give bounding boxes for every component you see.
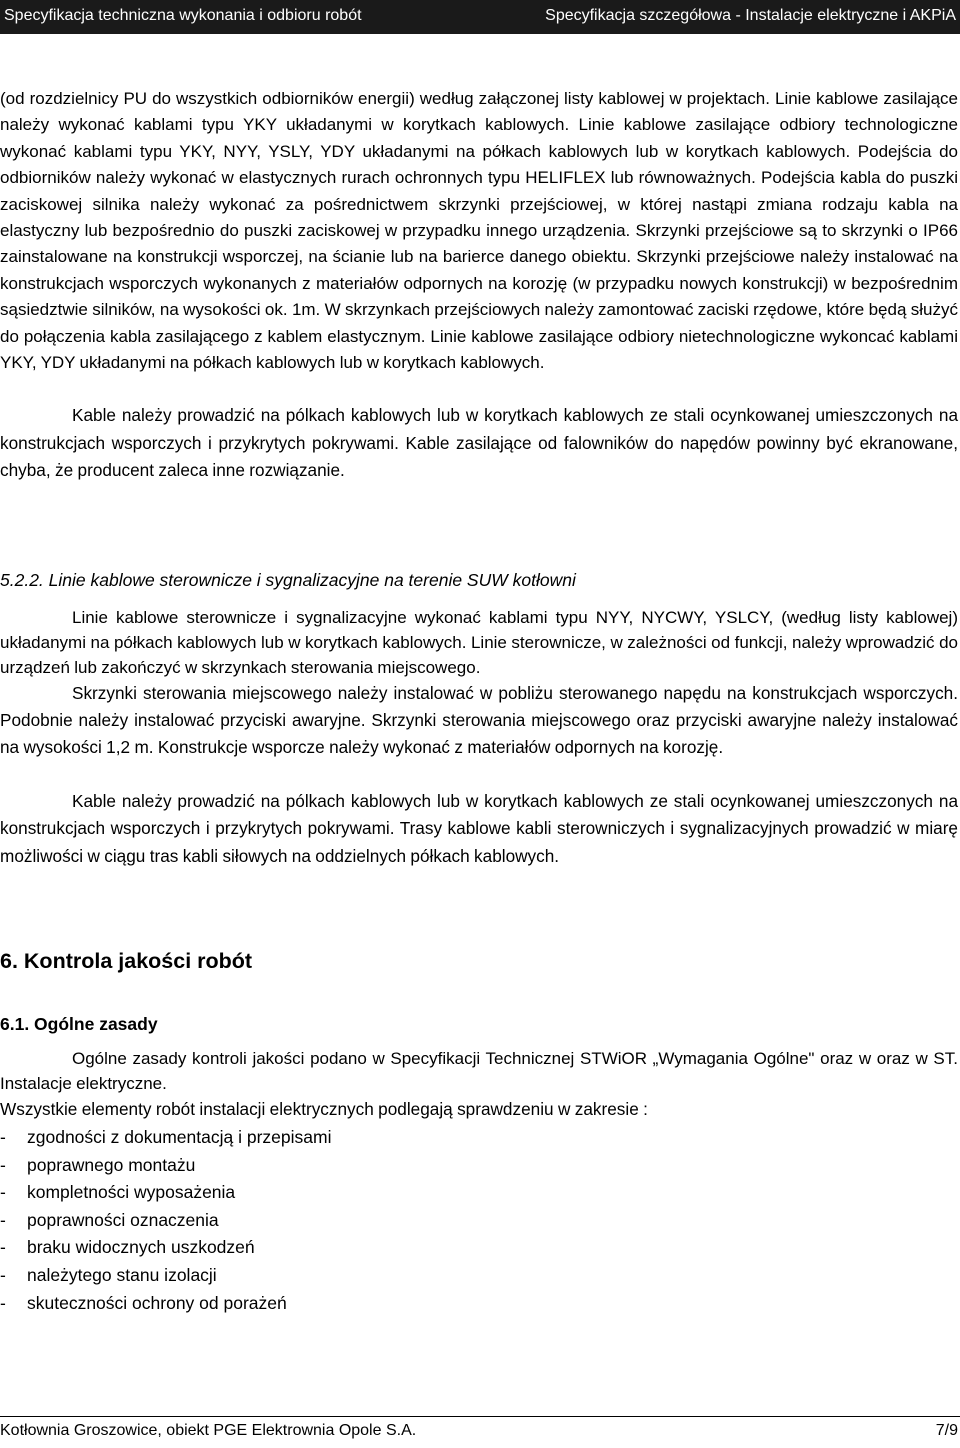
list-item: - zgodności z dokumentacją i przepisami xyxy=(0,1127,332,1147)
page-header xyxy=(0,0,960,34)
section-heading-5-2-2: 5.2.2. Linie kablowe sterownicze i sygnalizacyjne na terenie SUW kotłowni xyxy=(0,570,576,590)
section-heading-6: 6. Kontrola jakości robót xyxy=(0,949,253,973)
header-left-title: Specyfikacja techniczna wykonania i odbioru robót xyxy=(4,7,362,24)
footer-divider xyxy=(0,1416,960,1417)
paragraph-general-rules: Ogólne zasady kontroli jakości podano w Specyfikacji Technicznej STWiOR „Wymagania Ogólne" oraz w oraz w ST. Instalacje elektryczne. xyxy=(0,1049,958,1094)
paragraph-local-control-boxes: Skrzynki sterowania miejscowego należy instalować w pobliżu sterowanego napędu na konstrukcjach wsporczych. Podobnie należy instalować przyciski awaryjne. Skrzynki sterowania miejscowego oraz przyciski awaryjne należy instalować na wysokości 1,2 m. Konstrukcje wsporcze należy wykonać z materiałów odpornych na korozję. xyxy=(0,682,958,758)
section-6-1-body xyxy=(0,1046,958,1124)
paragraph-control-cable-routing: Kable należy prowadzić na pólkach kablowych lub w korytkach kablowych ze stali ocynkowanej umieszczonych na konstrukcjach wsporczych i przykrytych pokrywami. Trasy kablowe kabli sterowniczych i sygnalizacyjnych prowadzić w miarę możliwości w ciągu tras kabli siłowych na oddzielnych półkach kablowych. xyxy=(0,790,958,866)
header-right-title: Specyfikacja szczegółowa - Instalacje elektryczne i AKPiA xyxy=(545,7,956,24)
paragraph-cable-routing: Kable należy prowadzić na pólkach kablowych lub w korytkach kablowych ze stali ocynkowanej umieszczonych na konstrukcjach wsporczych i przykrytych pokrywami. Kable zasilające od falowników do napędów powinny być ekranowane, chyba, że producent zaleca inne rozwiązanie. xyxy=(0,405,958,481)
list-item: - poprawnego montażu xyxy=(0,1154,196,1175)
page-number: 7/9 xyxy=(935,1422,958,1439)
paragraph-inspection-scope: Wszystkie elementy robót instalacji elektrycznych podlegają sprawdzeniu w zakresie : xyxy=(0,1099,648,1120)
section-5-2-2-body xyxy=(0,605,958,870)
list-item: - braku widocznych uszkodzeń xyxy=(0,1237,255,1258)
body-text xyxy=(0,86,958,485)
list-item: - poprawności oznaczenia xyxy=(0,1209,219,1230)
paragraph-control-lines: Linie kablowe sterownicze i sygnalizacyjne wykonać kablami typu NYY, NYCWY, YSLCY, (według listy kablowej) układanymi na półkach kablowych lub w korytkach kablowych. Linie sterownicze, w zależności od funkcji, należy wprowadzić do urządzeń lub zakończyć w skrzynkach sterowania miejscowego. xyxy=(0,608,958,678)
list-item: - kompletności wyposażenia xyxy=(0,1182,236,1203)
footer-project-name: Kotłownia Groszowice, obiekt PGE Elektrownia Opole S.A. xyxy=(0,1422,417,1439)
paragraph-cable-lines: (od rozdzielnicy PU do wszystkich odbiorników energii) według załączonej listy kablowej w projektach. Linie kablowe zasilające należy wykonać kablami typu YKY układanymi w korytkach kablowych. Linie kablowe zasilające odbiory technologiczne wykonać kablami typu YKY, NYY, YSLY, YDY układanymi na półkach kablowych lub w korytkach kablowych. Podejścia do odbiorników należy wykonać w elastycznych rurach ochronnych typu HELIFLEX lub równoważnych. Podejścia kabla do puszki zaciskowej silnika należy wykonać za pośrednictwem skrzynki przejściowej, w której nastąpi zmiana rodzaju kabla na elastyczny lub bezpośrednio do puszki zaciskowej w przypadku innego urządzenia. Skrzynki przejściowe są to skrzynki o IP66 zainstalowane na konstrukcji wsporczej, na ścianie lub na barierce danego obiektu. Skrzynki przejściowe należy instalować na konstrukcjach wsporczych wykonanych z materiałów odpornych na korozję (w przypadku nowych konstrukcji) w bezpośrednim sąsiedztwie silników, na wysokości ok. 1m. W skrzynkach przejściowych należy zamontować zaciski rzędowe, które będą służyć do połączenia kabla zasilającego z kablem elastycznym. Linie kablowe zasilające odbiory nietechnologiczne wykoncać kablami YKY, YDY układanymi na półkach kablowych lub w korytkach kablowych. xyxy=(0,89,958,373)
list-item: - należytego stanu izolacji xyxy=(0,1264,217,1285)
section-heading-6-1: 6.1. Ogólne zasady xyxy=(0,1014,158,1034)
list-item: - skuteczności ochrony od porażeń xyxy=(0,1292,287,1313)
inspection-list xyxy=(0,1124,331,1317)
